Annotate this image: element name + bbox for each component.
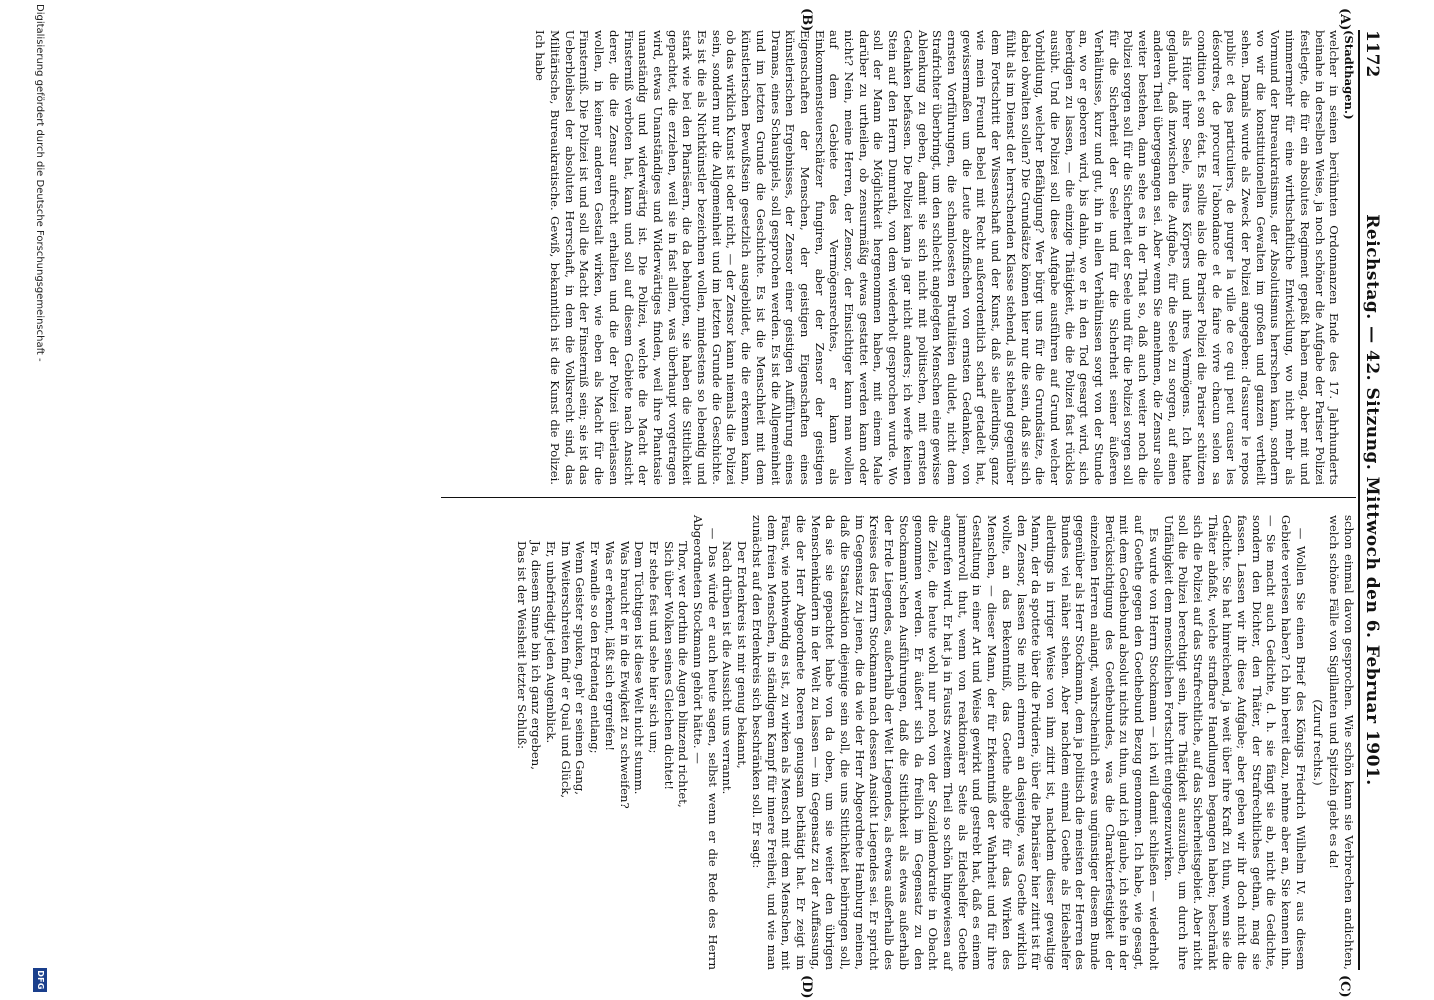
verse-line: Dem Tüchtigen ist diese Welt nicht stumm.	[632, 541, 647, 795]
margin-letter-d: (D)	[799, 975, 814, 999]
credit-text: Digitalisierung gefördert durch die Deutsche Forschungsgemeinschaft -	[34, 4, 45, 362]
right-column	[514, 515, 1356, 970]
verse-line: Was braucht er in die Ewigkeit zu schweifen?	[617, 541, 632, 809]
dfg-logo: DFG	[33, 968, 47, 992]
interjection: (Zuruf rechts.)	[1310, 699, 1325, 786]
verse-line: Was er erkennt, läßt sich ergreifen!	[602, 541, 617, 752]
margin-letter-a: (A)	[1337, 8, 1352, 31]
right-paragraph-1: schon einmal davon gesprochen. Wie schön kann sie Verbrechen andichten, welch schöne Fälle von Sigillanten und Spitzeln giebt es da!	[1327, 515, 1356, 970]
column-divider	[441, 497, 1356, 498]
verse-line: Nach drüben ist die Aussicht uns verrannt.	[720, 541, 735, 795]
verse-block-2	[514, 515, 690, 970]
right-paragraph-2: — Wollen Sie einen Brief des Königs Friedrich Wilhelm IV. aus diesem Gebiete verlesen haben? Ich bin bereit dazu, nehme aber an, Sie kennen ihn. — Sie macht auch Gedichte, d. h. sie fängt sie ab, nicht die Gedichte, sondern den Dichter, den Thäter, der Strafrechtliches gethan, mag sie fassen. Lassen wir ihr diese Aufgabe; aber geben wir ihr doch nicht die Gedichte. Sie hat hinreichend, ja weit über ihre Kraft zu thun, wenn sie die Thäter abfaßt, welche strafbare Handlungen begangen haben; beschränkt sich die Polizei auf das Strafrechtliche, auf das Sicherheitsgebiet. Aber nicht soll die Polizei berechtigt sein, ihre Thätigkeit auszuüben, um durch ihre Unfähigkeit dem menschlichen Fortschritt entgegenzuwirken.	[1161, 515, 1308, 970]
verse-line: Er stehe fest und sehe hier sich um;	[646, 541, 661, 754]
verse-line: Im Weiterschreiten find' er Qual und Glück,	[558, 541, 573, 799]
right-paragraph-4: — Das würde er auch heute sagen, selbst wenn er die Rede des Herrn Abgeordneten Stockmann gehört hätte. —	[691, 515, 720, 970]
margin-letter-c: (C)	[1337, 975, 1352, 998]
left-paragraph-1: welcher in seinen berühmten Ordonnanzen Ende des 17. Jahrhunderts beinahe in derselben Weise, ja noch schöner die Aufgabe der Pariser Polizei festlegte, die für ein absolutes Regiment gepaßt haben mag, aber mit und nimmermehr für eine wirthschaftliche Entwicklung, wo nicht mehr als Vormund der Bureaukratismus, der Absolutismus herrschen kann, sondern wo wir die konstitutionellen Gewalten im großen und ganzen vertheilt sehen. Damals wurde als Zweck der Polizei angegeben: d'assurer le repos public et des particuliers, de purger la ville de ce qui peut causer les désordres, de procurer l'abondance et de faire vivre chacun selon sa condition et son état. Es sollte also die Pariser Polizei die Pariser schützen als Hüter ihrer Seele, ihres Körpers und ihres Vermögens. Ich hatte geglaubt, daß inzwischen die Aufgabe, für die Seele zu sorgen, auf einen anderen Theil übergegangen sei. Aber wenn Sie annehmen, die Zensur solle weiter bestehen, dann sehe es in der That so, daß auch weiter noch die Polizei sorgen soll für die Sicherheit der Seele und für die Polizei sorgen soll für die Sicherheit der Seele und für die Sicherheit seiner äußeren Verhältnisse, kurz und gut, ihn in allen Verhältnissen sorgt von der Stunde an, wo er geboren wird, bis dahin, wo er in den Tod gesargt wird, sich beerdigen zu lassen, — die einzige Thätigkeit, die die Polizei fast rücklos ausübt. Und die Polizei soll diese Aufgabe ausführen auf Grund welcher Vorbildung, welcher Befähigung? Wer bürgt uns für die Grundsätze, die dabei obwalten sollen? Die Grundsätze können hier nur die sein, daß sie sich fühlt als im Dienst der herrschenden Klasse stehend, als stehend gegenüber dem Fortschritt der Wissenschaft und der Kunst, daß sie allerdings, ganz wie mein Freund Bebel mit Recht außerordentlich scharf getadelt hat, gewissermaßen um die Leute abzufischen von ernsten Gedanken, von ernsten Vorführungen, die schamlosesten Brutalitäten duldet, nicht dem Strafrichter überbringt, um den schlecht angelegten Menschen eine gewisse Ablenkung zu geben, damit sie sich nicht mit politischen, mit ernsten Gedanken befassen. Die Polizei kann ja gar nicht anders; ich werfe keinen Stein auf den Herrn Dumrath, von dem wiederholt gesprochen wurde. Wo soll der Mann die Möglichkeit hergenommen haben, mit einem Male darüber zu urtheilen, ob zensurmäßig etwas gestattet werden kann oder nicht? Nein, meine Herren, der Zensor, der Einsichtiger kann man wollen auf dem Gebiete des Vermögensrechtes, er kann als Einkommensteuerschätzer fungiren, aber der Zensor der geistigen Eigenschaften der Menschen, der geistigen Eigenschaften eines künstlerischen Ergebnisses, der Zensor einer geistigen Aufführung eines Dramas, eines Schauspiels, soll gesprochen werden. Es ist die Allgemeinheit und im letzten Grunde die Geschichte. Es ist die Menschheit mit dem künstlerischen Bewußtsein gesetzlich ausgebildet, die die erkennen kann, ob das wirklich Kunst ist oder nicht, — der Zensor kann niemals die Polizei sein, sondern nur die Allgemeinheit und im letzten Grunde die Geschichte. Es ist die als Nichtkünstler bezeichnen wollen, mindestens so lebendig und stark wie bei den Pharisäern, die da behaupten, sie haben die Sittlichkeit gepachtet, die erziehen, weil sie in fast allem, was überhaupt vorgetragen wird, etwas Unanständiges und Widerwärtiges finden, weil ihre Phantasie unanständig und widerwärtig ist. Die Polizei, welche die Macht der Finsterniß verboten hat, kann und soll auf diesem Gebiete nach Ansicht derer, die die Zensur aufrecht erhalten und die der Polizei überlassen wollen, in keiner anderen Gestalt wirken, wie eben als Macht für die Finsterniß. Die Polizei ist und soll die Macht der Finsterniß sein; sie ist das Ueberbleibsel der absoluten Herrschaft, in dem die Volksrecht sind, das Militärische, Bureaukratische. Gewiß, bekanntlich ist die Kunst die Polizei. Ich habe	[533, 30, 1342, 485]
verse-line: Der Erdenkreis ist mir genug bekannt,	[735, 541, 750, 769]
speaker-name: (Stadthagen.)	[1342, 30, 1356, 120]
right-paragraph-3: Es wurde von Herrn Stockmann — ich will damit schließen — wiederholt auf Goethe gegen den Goethebund Bezug genommen. Ich habe, wie gesagt, mit dem Goethebund absolut nichts zu thun, und ich glaube, ich stehe in der Berücksichtigung des Goethebundes, was die Charakterfestigkeit der einzelnen Herren anlangt, wahrscheinlich etwas ungünstiger diesem Bunde gegenüber als Herr Stockmann, dem ja politisch die meisten der Herren des Bundes viel näher stehen. Aber nachdem einmal Goethe als Eideshelfer allerdings in irriger Weise von ihm zitirt ist, nachdem dieser gewaltige Mann, der da spottete über die Prüderie, über die Pharisäer hier zitirt ist für den Zensor, lassen Sie mich erinnern an dasjenige, was Goethe wirklich wollte, an das Bekenntniß, das Goethe ablegte für das Wirken des Menschen, — dieser Mann, der für Erkenntniß der Wahrheit und für ihre Gestaltung in einer Art und Weise gewirkt und gestrebt hat, daß es einem jammervoll thut, wenn von reaktionärer Seite als Eideshelfer Goethe angerufen wird. Er hat ja in Fausts zweitem Theil so schön hingewiesen auf die Ziele, die heute wohl nur noch von der Sozialdemokratie in Obacht genommen werden. Er äußert sich da freilich im Gegensatz zu den Stockmann'schen Ausführungen, daß die Sittlichkeit als etwas außerhalb der Erde Liegendes, außerhalb der Welt Liegendes, als etwas außerhalb des Kreises des Herrn Stockmann nach dessen Ansicht Liegendes sei. Er spricht im Gegensatz zu jenen, die da wie der Herr Abgeordnete Hamburg meinen, daß die Staatsaktion diejenige sein soll, die uns Sittlichkeit beibringen soll, da sie sie gepachtet habe von da oben, um sie weiter den übrigen Menschenkindern in der Welt zu lassen — im Gegensatz zu der Auffassung, die der Herr Abgeordnete Roeren genugsam bethätigt hat. Er zeigt im Faust, wie nothwendig es ist, zu wirken als Mensch mit dem Menschen, mit dem freien Menschen, in ständigem Kampf für innere Freiheit, und wie man zunächst auf den Erdenkreis sich beschränken soll. Er sagt:	[749, 515, 1161, 970]
left-column	[533, 30, 1356, 485]
verse-line: Thor, wer dorthin die Augen blinzend richtet,	[676, 541, 691, 808]
verse-line: Sich über Wolken seines Gleichen dichtet!	[661, 541, 676, 791]
verse-line: Wenn Geister spuken, geh' er seinen Gang,	[573, 541, 588, 795]
page-header	[1358, 30, 1382, 970]
verse-block-1	[720, 515, 749, 970]
verse-line: Er, unbefriedigt jeden Augenblick.	[544, 541, 559, 744]
margin-letter-b: (B)	[799, 8, 814, 32]
digitization-credit	[29, 0, 49, 1000]
verse-line: Er wandle so den Erdentag entlang;	[588, 541, 603, 754]
verse-line: Ja, diesem Sinne bin ich ganz ergeben,	[529, 541, 544, 770]
page-number: 1172	[1362, 30, 1382, 78]
verse-line: Das ist der Weisheit letzter Schluß:	[514, 541, 529, 750]
running-title: Reichstag. — 42. Sitzung. Mittwoch den 6. Februar 1901.	[1362, 214, 1382, 786]
